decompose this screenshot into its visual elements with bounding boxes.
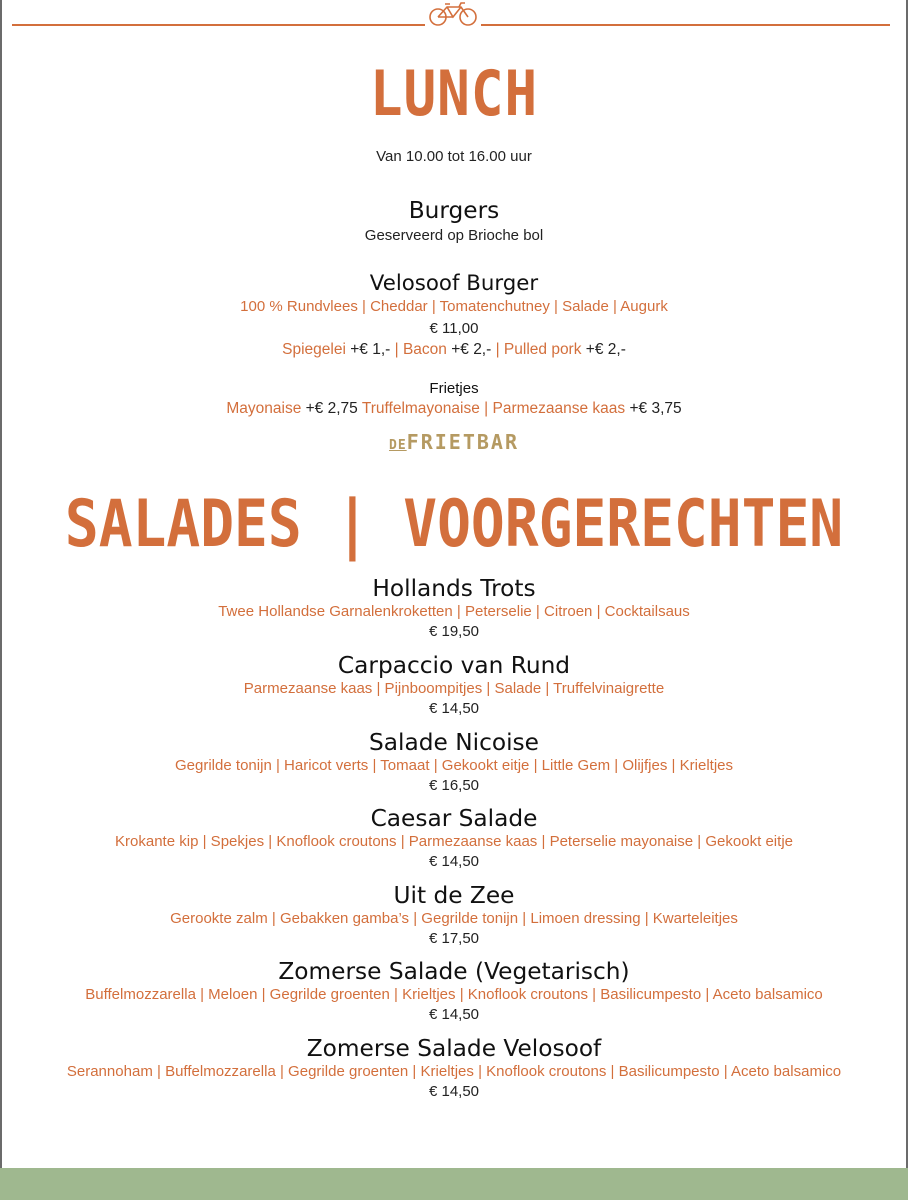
menu-item-ingredients: Serannoham | Buffelmozzarella | Gegrilde groenten | Krieltjes | Knoflook croutons | Basilicumpesto | Aceto balsamico bbox=[66, 1063, 842, 1080]
velosoof-burger-ingredients: 100 % Rundvlees | Cheddar | Tomatenchutney | Salade | Augurk bbox=[240, 298, 668, 315]
menu-item bbox=[0, 806, 908, 872]
menu-item-name: Hollands Trots bbox=[372, 575, 536, 602]
menu-item-ingredients: Gerookte zalm | Gebakken gamba’s | Gegrilde tonijn | Limoen dressing | Kwarteleitjes bbox=[170, 910, 738, 927]
extra-name: | Pulled pork bbox=[495, 341, 582, 358]
extra-name: | Bacon bbox=[394, 341, 447, 358]
velosoof-burger-name: Velosoof Burger bbox=[369, 271, 539, 296]
fries-heading: Frietjes bbox=[429, 380, 479, 397]
menu-item-price: € 14,50 bbox=[428, 1083, 480, 1100]
menu-item bbox=[0, 883, 908, 949]
burgers-heading: Burgers bbox=[408, 197, 500, 224]
menu-item bbox=[0, 576, 908, 642]
menu-item-name: Zomerse Salade (Vegetarisch) bbox=[278, 958, 630, 985]
menu-item-name: Zomerse Salade Velosoof bbox=[306, 1035, 602, 1062]
extra-price: +€ 1,- bbox=[345, 341, 395, 358]
fries-option-price: +€ 2,75 bbox=[301, 400, 362, 417]
footer-band bbox=[0, 1168, 908, 1200]
menu-item bbox=[0, 653, 908, 719]
frietbar-logo-prefix: DE bbox=[389, 438, 407, 453]
menu-item-price: € 16,50 bbox=[428, 777, 480, 794]
fries-option-name: Truffelmayonaise | Parmezaanse kaas bbox=[361, 400, 626, 417]
salads-title: SALADES | VOORGERECHTEN bbox=[64, 487, 844, 562]
lunch-hours: Van 10.00 tot 16.00 uur bbox=[376, 148, 532, 165]
menu-item-ingredients: Twee Hollandse Garnalenkroketten | Peterselie | Citroen | Cocktailsaus bbox=[218, 603, 690, 620]
extra-price: +€ 2,- bbox=[581, 341, 626, 358]
fries-option-price: +€ 3,75 bbox=[625, 400, 682, 417]
menu-item-ingredients: Buffelmozzarella | Meloen | Gegrilde groenten | Krieltjes | Knoflook croutons | Basilicumpesto | Aceto balsamico bbox=[85, 986, 823, 1003]
menu-item bbox=[0, 730, 908, 796]
menu-item-price: € 14,50 bbox=[428, 1006, 480, 1023]
extra-name: Spiegelei bbox=[282, 341, 346, 358]
burger-extras bbox=[0, 341, 908, 359]
menu-item-name: Carpaccio van Rund bbox=[337, 652, 571, 679]
menu-item-ingredients: Parmezaanse kaas | Pijnboompitjes | Salade | Truffelvinaigrette bbox=[243, 680, 665, 697]
menu-item-price: € 14,50 bbox=[428, 853, 480, 870]
burgers-subtitle: Geserveerd op Brioche bol bbox=[364, 227, 544, 244]
fries-option-name: Mayonaise bbox=[226, 400, 302, 417]
menu-item-price: € 14,50 bbox=[428, 700, 480, 717]
menu-item-name: Uit de Zee bbox=[393, 882, 515, 909]
menu-item-price: € 17,50 bbox=[428, 930, 480, 947]
menu-item-ingredients: Gegrilde tonijn | Haricot verts | Tomaat | Gekookt eitje | Little Gem | Olijfjes | Krieltjes bbox=[174, 757, 734, 774]
velosoof-burger-price: € 11,00 bbox=[429, 320, 479, 337]
menu-item-ingredients: Krokante kip | Spekjes | Knoflook croutons | Parmezaanse kaas | Peterselie mayonaise | Gekookt eitje bbox=[114, 833, 794, 850]
fries-options bbox=[0, 400, 908, 418]
menu-item bbox=[0, 959, 908, 1025]
menu-item-name: Salade Nicoise bbox=[369, 729, 539, 756]
menu-item-price: € 19,50 bbox=[428, 623, 480, 640]
menu-item bbox=[0, 1036, 908, 1102]
frietbar-logo bbox=[0, 430, 908, 454]
bicycle-icon bbox=[425, 0, 481, 28]
frietbar-logo-text: FRIETBAR bbox=[406, 430, 519, 454]
lunch-title: LUNCH bbox=[369, 57, 539, 130]
menu-item-name: Caesar Salade bbox=[370, 805, 538, 832]
extra-price: +€ 2,- bbox=[446, 341, 496, 358]
